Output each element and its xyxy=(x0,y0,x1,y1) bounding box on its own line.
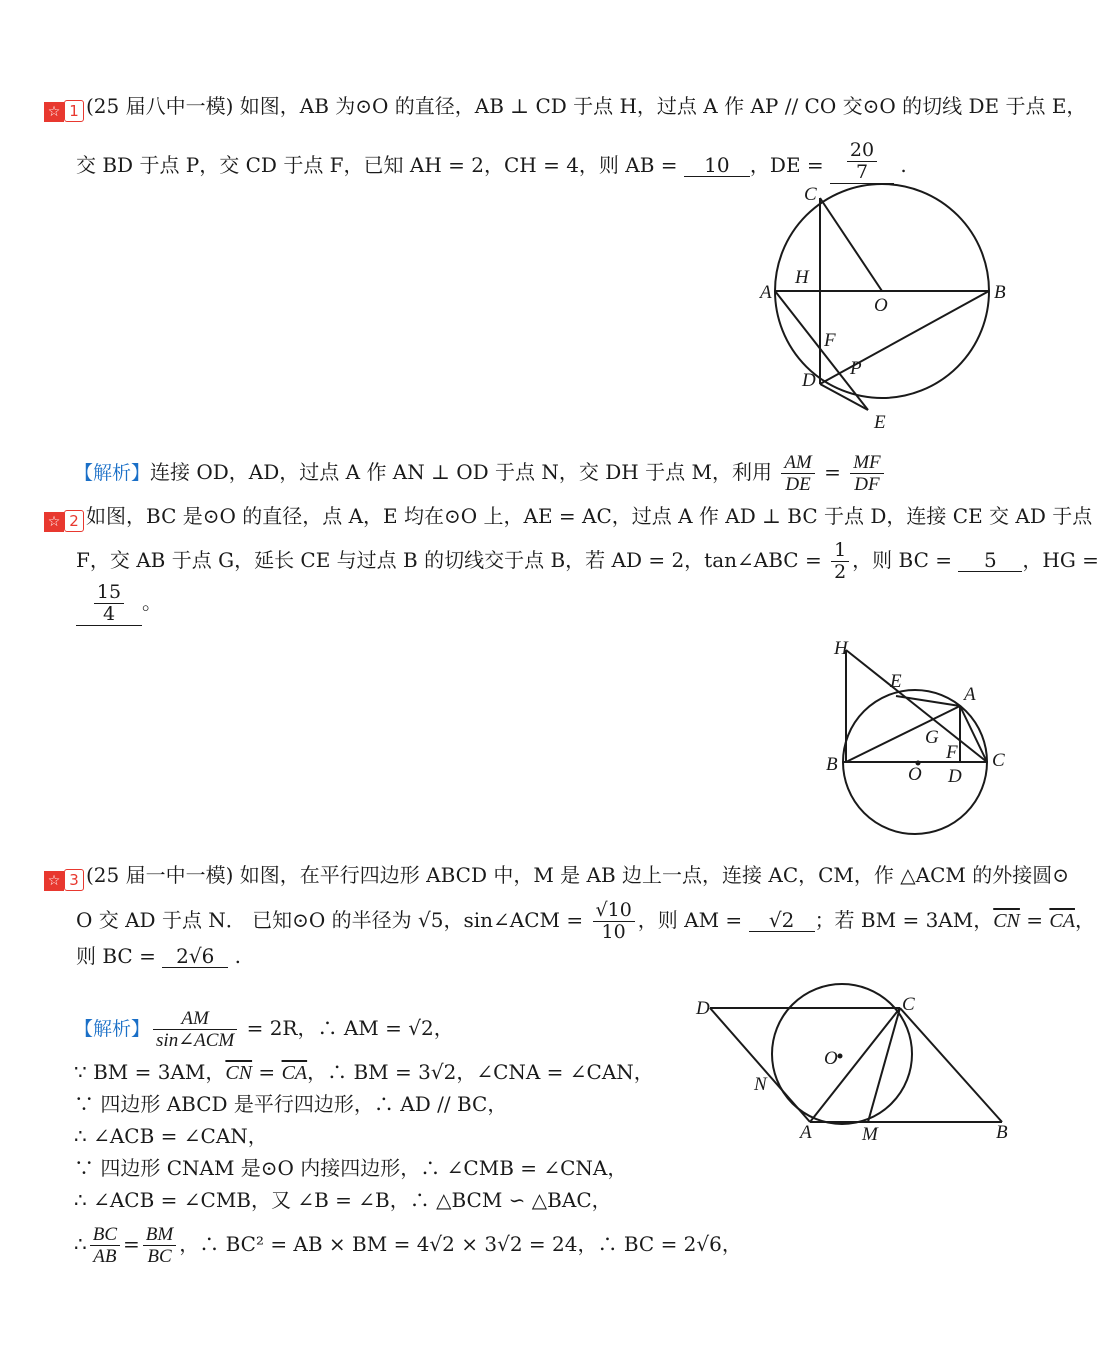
answer-de-numerator: 20 xyxy=(847,140,877,162)
fraction-numerator: AM xyxy=(781,452,814,474)
fraction-denominator: 10 xyxy=(601,921,626,943)
star-icon: ☆ xyxy=(44,512,64,532)
problem-1-text-3: ，DE = xyxy=(749,153,831,177)
answer-hg-numerator: 15 xyxy=(94,582,124,604)
problem-2-line-1 xyxy=(44,502,1092,532)
problem-2-number: 2 xyxy=(64,510,84,532)
label-e: E xyxy=(890,671,902,692)
fraction-denominator: 2 xyxy=(834,561,847,583)
label-b: B xyxy=(826,754,838,775)
problem-3-text-2: O 交 AD 于点 N． 已知⊙O 的半径为 √5，sin∠ACM = xyxy=(76,908,590,932)
star-icon: ☆ xyxy=(44,102,64,122)
jiexi-label: 【解析】 xyxy=(74,462,151,484)
fraction-denominator: sin∠ACM xyxy=(156,1030,235,1051)
label-n: N xyxy=(754,1074,767,1095)
jiexi-label: 【解析】 xyxy=(74,1018,151,1040)
fraction-numerator: 1 xyxy=(831,540,849,562)
fraction-numerator: √10 xyxy=(593,900,635,922)
label-p: P xyxy=(850,358,862,379)
segment-bd xyxy=(820,291,989,384)
label-a: A xyxy=(964,684,976,705)
problem-2-text-1: 如图，BC 是⊙O 的直径，点 A，E 均在⊙O 上，AE = AC，过点 A 作 AD ⊥ BC 于点 D，连接 CE 交 AD 于点 xyxy=(86,504,1093,528)
problem-1-jiexi xyxy=(74,452,887,495)
problem-1-text-end: . xyxy=(900,153,907,177)
label-o: O xyxy=(908,764,922,785)
problem-1-text-2: 交 BD 于点 P，交 CD 于点 F，已知 AH = 2，CH = 4，则 AB = xyxy=(76,153,684,177)
problem-3-text-3: ，则 AM = xyxy=(637,908,749,932)
label-f: F xyxy=(824,330,836,351)
arc-equals: = xyxy=(1019,908,1050,932)
jiexi-fraction-am-sin xyxy=(153,1008,237,1051)
problem-1-figure xyxy=(750,178,1030,438)
problem-3-text-6: 则 BC = xyxy=(76,944,163,968)
arc-ca: $\overline{CA}$ xyxy=(1049,910,1075,932)
problem-3-number: 3 xyxy=(64,869,84,891)
problem-2-line-3 xyxy=(76,582,162,626)
problem-3-jiexi-line-1 xyxy=(74,1008,454,1051)
arc-cn: $\overline{CN}$ xyxy=(993,910,1020,932)
label-m: M xyxy=(862,1124,878,1145)
jiexi-arc-cn: $\overline{CN}$ xyxy=(225,1062,253,1084)
segment-ae xyxy=(896,696,960,706)
problem-2-answer-hg xyxy=(76,582,142,626)
jiexi-text-7a: ∴ xyxy=(74,1232,87,1256)
problem-2-text-4: ，HG = xyxy=(1022,548,1099,572)
segment-co xyxy=(820,198,882,291)
label-a: A xyxy=(800,1122,812,1143)
jiexi-fraction-bm-bc xyxy=(143,1224,176,1267)
jiexi-fraction-am-de xyxy=(781,452,814,495)
problem-3-jiexi-line-2 xyxy=(74,1058,654,1087)
problem-1-text-1: (25 届八中一模) 如图，AB 为⊙O 的直径，AB ⊥ CD 于点 H，过点 A 作 AP // CO 交⊙O 的切线 DE 于点 E， xyxy=(86,94,1087,118)
problem-2-text-end: 。 xyxy=(142,590,162,614)
problem-2-text-2: F，交 AB 于点 G，延长 CE 与过点 B 的切线交于点 B，若 AD = 2，tan∠ABC = xyxy=(76,548,829,572)
jiexi-text-7b: ，∴ BC² = AB × BM = 4√2 × 3√2 = 24，∴ BC = 2√6， xyxy=(179,1232,742,1256)
label-c: C xyxy=(992,750,1005,771)
jiexi-text: 连接 OD，AD，过点 A 作 AN ⊥ OD 于点 N，交 DH 于点 M，利用 xyxy=(150,460,772,484)
problem-1-number: 1 xyxy=(64,100,84,122)
label-c: C xyxy=(804,184,817,205)
jiexi-arc-equals: = xyxy=(252,1060,282,1084)
problem-3-text-end: . xyxy=(234,944,241,968)
fraction-denominator: AB xyxy=(93,1246,117,1267)
fraction-numerator: MF xyxy=(850,452,883,474)
label-d: D xyxy=(696,998,710,1019)
star-icon: ☆ xyxy=(44,871,64,891)
problem-3-line-2 xyxy=(76,900,1095,943)
answer-de-denominator: 7 xyxy=(855,161,869,183)
problem-3-jiexi-line-6: ∴ ∠ACB = ∠CMB，又 ∠B = ∠B，∴ △BCM ∽ △BAC， xyxy=(74,1188,612,1212)
label-b: B xyxy=(996,1122,1008,1143)
problem-2-figure xyxy=(820,636,1030,846)
fraction-denominator: BC xyxy=(147,1246,172,1267)
problem-1-line-1 xyxy=(44,92,1086,122)
tangent-de xyxy=(820,384,868,410)
label-b: B xyxy=(994,282,1006,303)
jiexi-arc-ca: $\overline{CA}$ xyxy=(281,1062,308,1084)
label-h: H xyxy=(834,638,848,659)
label-h: H xyxy=(795,267,809,288)
segment-cm xyxy=(868,1008,900,1122)
jiexi-fraction-mf-df xyxy=(850,452,883,495)
problem-2-line-2 xyxy=(76,540,1099,583)
problem-3-answer-bc: 2√6 xyxy=(162,945,228,968)
label-a: A xyxy=(760,282,772,303)
jiexi-text-1: = 2R，∴ AM = √2， xyxy=(240,1016,454,1040)
segment-ac xyxy=(960,706,987,762)
jiexi-fraction-bc-ab xyxy=(90,1224,120,1267)
side-cb xyxy=(900,1008,1002,1122)
fraction-numerator: AM xyxy=(153,1008,237,1030)
side-da xyxy=(710,1008,810,1122)
segment-ab xyxy=(846,706,960,762)
problem-3-answer-am: √2 xyxy=(749,909,815,932)
fraction-denominator: DF xyxy=(854,474,880,495)
problem-3-jiexi-line-4: ∴ ∠ACB = ∠CAN， xyxy=(74,1124,268,1148)
answer-hg-denominator: 4 xyxy=(102,603,116,625)
problem-3-line-1 xyxy=(44,861,1069,891)
fraction-denominator: DE xyxy=(785,474,811,495)
center-point xyxy=(838,1054,843,1059)
line-hc xyxy=(846,650,987,762)
sin-fraction xyxy=(593,900,635,943)
problem-3-figure xyxy=(690,978,1030,1148)
label-c: C xyxy=(902,994,915,1015)
problem-3-text-5: ， xyxy=(1074,908,1095,932)
problem-2-text-3: ，则 BC = xyxy=(852,548,959,572)
problem-3-text-1: (25 届一中一模) 如图，在平行四边形 ABCD 中，M 是 AB 边上一点，连接 AC，CM，作 △ACM 的外接圆⊙ xyxy=(86,863,1069,887)
label-o: O xyxy=(874,295,888,316)
problem-2-answer-bc: 5 xyxy=(958,549,1022,572)
equals-sign: = xyxy=(123,1232,140,1256)
jiexi-text-2b: ，∴ BM = 3√2，∠CNA = ∠CAN， xyxy=(307,1060,654,1084)
label-o: O xyxy=(824,1048,838,1069)
line-ae xyxy=(775,291,868,410)
label-d: D xyxy=(802,370,816,391)
label-e: E xyxy=(874,412,886,433)
problem-3-jiexi-line-5: ∵ 四边形 CNAM 是⊙O 内接四边形，∴ ∠CMB = ∠CNA， xyxy=(74,1156,628,1180)
problem-3-jiexi-line-7 xyxy=(74,1224,742,1267)
fraction-numerator: BM xyxy=(143,1224,176,1246)
problem-3-jiexi-line-3: ∵ 四边形 ABCD 是平行四边形，∴ AD // BC， xyxy=(74,1092,508,1116)
jiexi-text-2a: ∵ BM = 3AM， xyxy=(74,1060,226,1084)
tan-fraction xyxy=(831,540,849,583)
equals-sign: = xyxy=(824,460,841,484)
problem-3-line-3 xyxy=(76,942,241,970)
label-f: F xyxy=(946,742,958,763)
label-g: G xyxy=(925,727,939,748)
fraction-numerator: BC xyxy=(90,1224,120,1246)
problem-3-text-4: ；若 BM = 3AM， xyxy=(814,908,994,932)
problem-1-answer-ab: 10 xyxy=(684,154,750,177)
label-d: D xyxy=(948,766,962,787)
